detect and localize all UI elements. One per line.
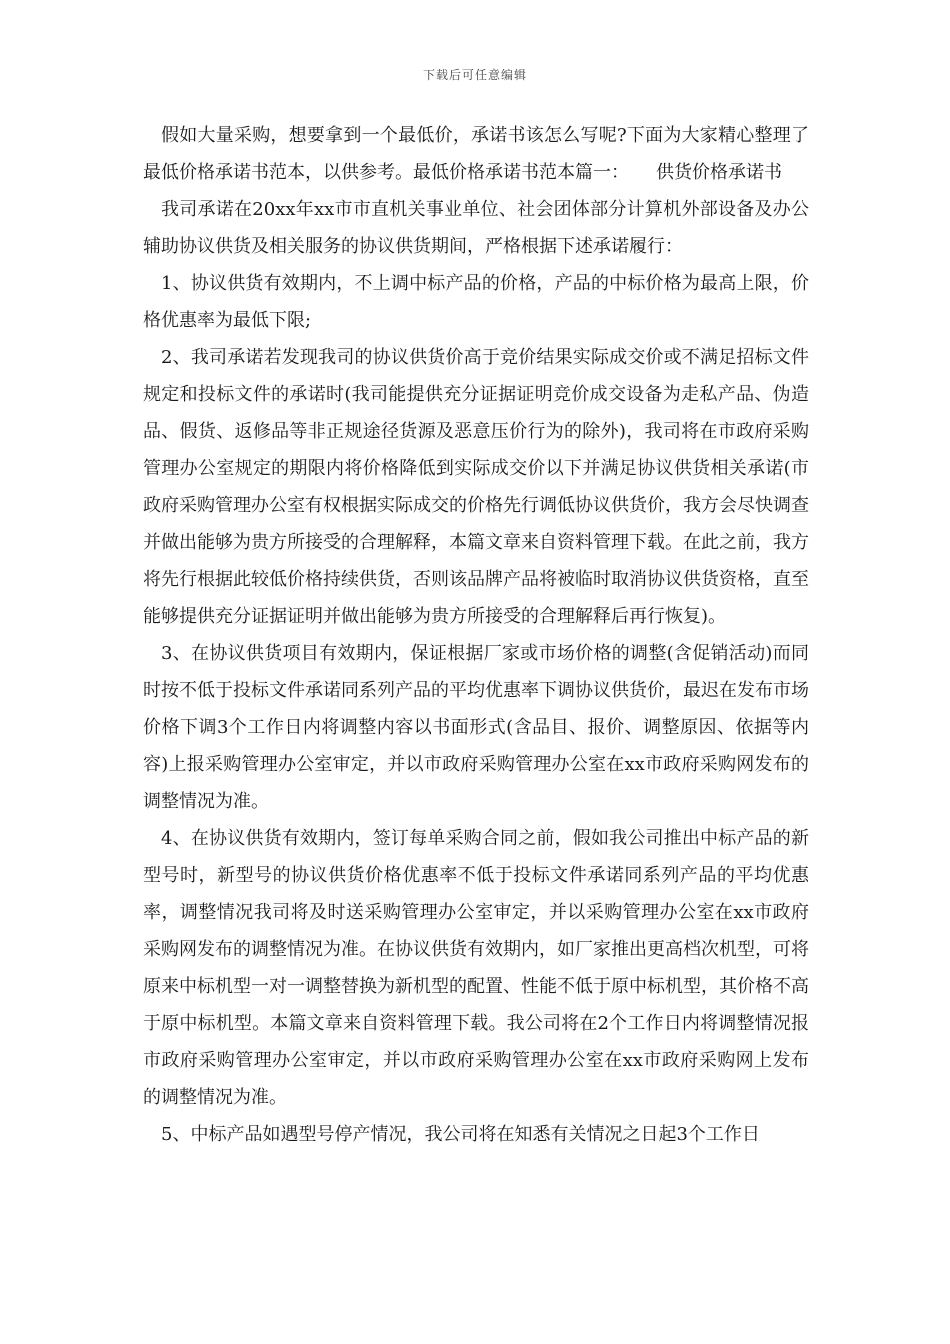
paragraph-item-5: 5、中标产品如遇型号停产情况，我公司将在知悉有关情况之日起3个工作日	[161, 1124, 760, 1145]
page-header: 下载后可任意编辑	[422, 68, 527, 82]
paragraph-intro: 假如大量采购，想要拿到一个最低价，承诺书该怎么写呢?下面为大家精心整理了最低价格承诺书范本，以供参考。最低价格承诺书范本篇一： 供货价格承诺书	[143, 125, 809, 183]
paragraph-item-2: 2、我司承诺若发现我司的协议供货价高于竞价结果实际成交价或不满足招标文件规定和投标文件的承诺时(我司能提供充分证据证明竞价成交设备为走私产品、伪造品、假货、返修品等非正规途径货源及恶意压价行为的除外)，我司将在市政府采购管理办公室规定的期限内将价格降低到实际成交价以下并满足协议供货相关承诺(市政府采购管理办公室有权根据实际成交的价格先行调低协议供货价，我方会尽快调查并做出能够为贵方所接受的合理解释，本篇文章来自资料管理下载。在此之前，我方将先行根据此较低价格持续供货，否则该品牌产品将被临时取消协议供货资格，直至能够提供充分证据证明并做出能够为贵方所接受的合理解释后再行恢复)。	[143, 347, 809, 627]
document-body	[143, 117, 809, 1153]
paragraph-item-4: 4、在协议供货有效期内，签订每单采购合同之前，假如我公司推出中标产品的新型号时，新型号的协议供货价格优惠率不低于投标文件承诺同系列产品的平均优惠率，调整情况我司将及时送采购管理办公室审定，并以采购管理办公室在xx市政府采购网发布的调整情况为准。在协议供货有效期内，如厂家推出更高档次机型，可将原来中标机型一对一调整替换为新机型的配置、性能不低于原中标机型，其价格不高于原中标机型。本篇文章来自资料管理下载。我公司将在2个工作日内将调整情况报市政府采购管理办公室审定，并以市政府采购管理办公室在xx市政府采购网上发布的调整情况为准。	[143, 828, 809, 1108]
paragraph-commitment: 我司承诺在20xx年xx市市直机关事业单位、社会团体部分计算机外部设备及办公辅助协议供货及相关服务的协议供货期间，严格根据下述承诺履行：	[143, 199, 809, 257]
paragraph-item-1: 1、协议供货有效期内，不上调中标产品的价格，产品的中标价格为最高上限，价格优惠率为最低下限;	[143, 273, 809, 331]
paragraph-item-3: 3、在协议供货项目有效期内，保证根据厂家或市场价格的调整(含促销活动)而同时按不低于投标文件承诺同系列产品的平均优惠率下调协议供货价，最迟在发布市场价格下调3个工作日内将调整内容以书面形式(含品目、报价、调整原因、依据等内容)上报采购管理办公室审定，并以市政府采购管理办公室在xx市政府采购网发布的调整情况为准。	[143, 643, 809, 812]
